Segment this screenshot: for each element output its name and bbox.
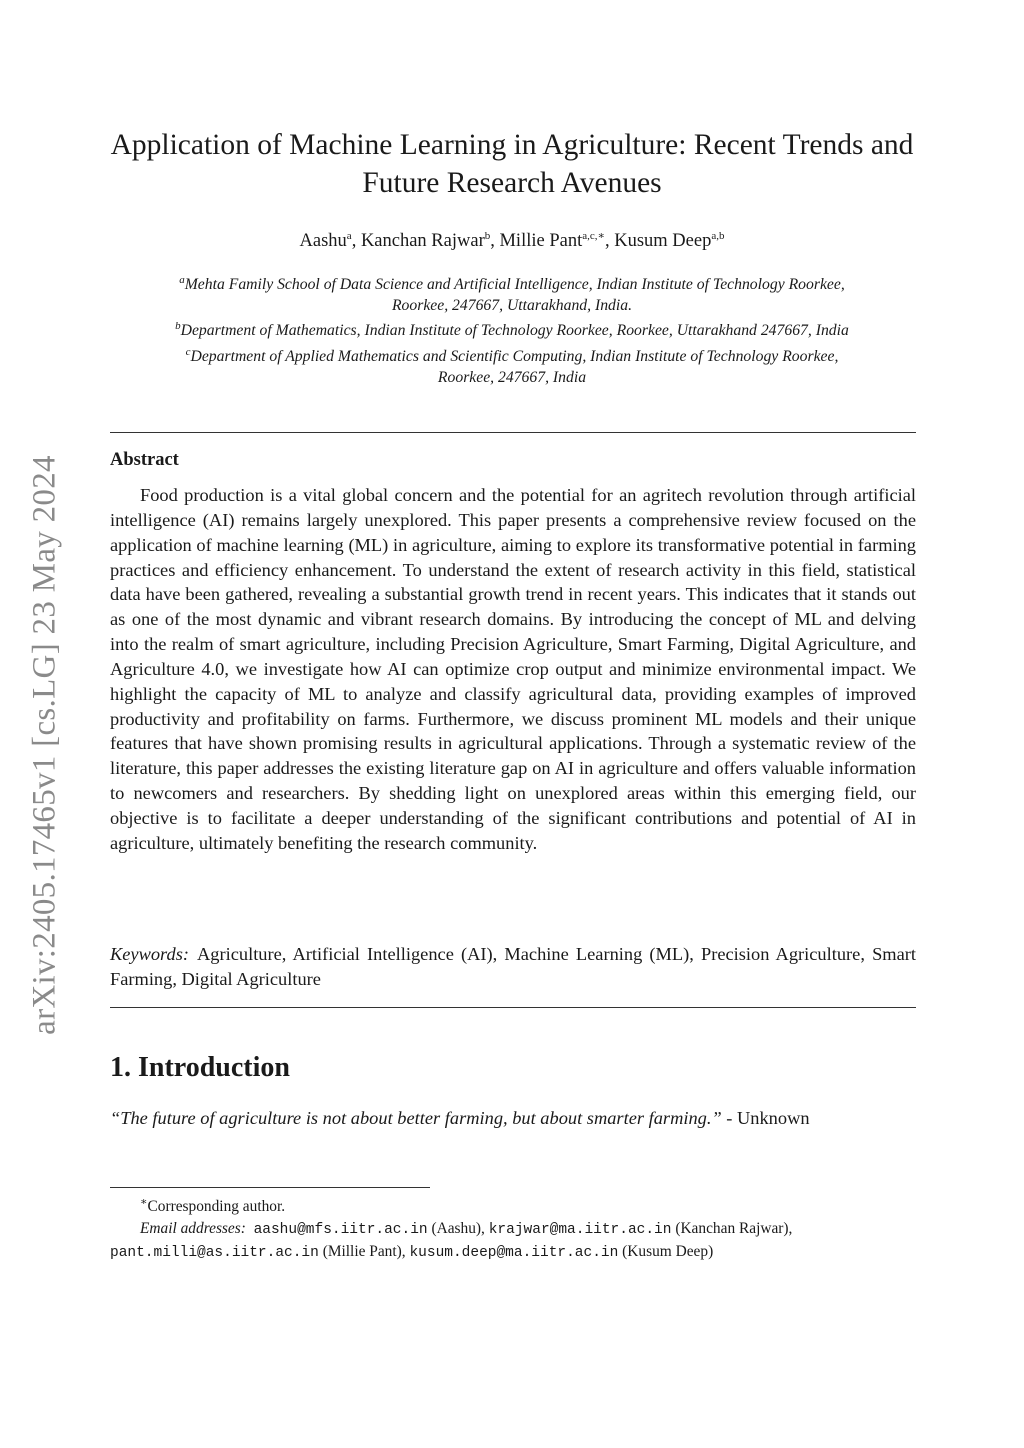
- email-owner: (Millie Pant),: [318, 1243, 410, 1261]
- email-link[interactable]: pant.milli@as.iitr.ac.in: [110, 1245, 319, 1262]
- arxiv-stamp: arXiv:2405.17465v1 [cs.LG] 23 May 2024: [26, 455, 63, 1035]
- epigraph: [110, 1106, 916, 1131]
- title-line-1: Application of Machine Learning in Agriculture: Recent Trends and: [110, 129, 914, 161]
- quote-attribution: - Unknown: [721, 1108, 810, 1128]
- footnote: [110, 1192, 916, 1265]
- author-name: Kusum Deep: [614, 231, 712, 252]
- affiliation-text: Mehta Family School of Data Science and Artificial Intelligence, Indian Institute of Technology Roorkee,: [184, 276, 845, 294]
- keywords: [110, 942, 916, 991]
- email-owner: (Aashu),: [427, 1219, 489, 1237]
- footnote-emails-line2: [110, 1241, 916, 1265]
- email-link[interactable]: aashu@mfs.iitr.ac.in: [253, 1221, 428, 1238]
- paper-title: [100, 126, 924, 202]
- affiliations: [100, 270, 924, 389]
- email-owner: (Kanchan Rajwar),: [671, 1219, 793, 1237]
- email-label: Email addresses:: [140, 1219, 246, 1237]
- section-heading-introduction: 1. Introduction: [110, 1052, 290, 1083]
- affiliation-b: [100, 316, 924, 342]
- affiliation-text: Department of Mathematics, Indian Institute of Technology Roorkee, Roorkee, Uttarakhand 247667, India: [180, 322, 849, 340]
- author-sup: a: [346, 230, 352, 242]
- affiliation-c-line2: Roorkee, 247667, India: [437, 369, 587, 387]
- footnote-corresponding: ∗Corresponding author.: [140, 1196, 286, 1216]
- email-link[interactable]: kusum.deep@ma.iitr.ac.in: [409, 1245, 619, 1262]
- affiliation-text: Department of Applied Mathematics and Scientific Computing, Indian Institute of Technology Roorkee,: [190, 348, 839, 366]
- quote-text: “The future of agriculture is not about better farming, but about smarter farming.”: [110, 1108, 722, 1128]
- affiliation-mark: c: [185, 346, 191, 359]
- email-link[interactable]: krajwar@ma.iitr.ac.in: [488, 1221, 672, 1238]
- title-line-2: Future Research Avenues: [362, 167, 662, 199]
- abstract-heading: Abstract: [110, 450, 179, 470]
- affiliation-a-line2: Roorkee, 247667, Uttarakhand, India.: [391, 296, 633, 314]
- affiliation-mark: b: [175, 320, 181, 333]
- abstract-text: Food production is a vital global concern and the potential for an agritech revolution through artificial intelligence (AI) remains largely unexplored. This paper presents a comprehensive review focused on the application of machine learning (ML) in agriculture, aiming to explore its transformative potential in farming practices and efficiency enhancement. To understand the extent of research activity in this field, statistical data have been gathered, revealing a substantial growth trend in recent years. This indicates that it stands out as one of the most dynamic and vibrant research domains. By introducing the concept of ML and delving into the realm of smart agriculture, including Precision Agriculture, Smart Farming, Digital Agriculture, and Agriculture 4.0, we investigate how AI can optimize crop output and minimize environmental impact. We highlight the capacity of ML to analyze and classify agricultural data, providing examples of improved productivity and profitability on farms. Furthermore, we discuss prominent ML models and their unique features that have shown promising results in agricultural applications. Through a systematic review of the literature, this paper addresses the existing literature gap on AI in agriculture and offers valuable information to newcomers and researchers. By shedding light on unexplored areas within this emerging field, our objective is to facilitate a deeper understanding of the significant contributions and potential of AI in agriculture, ultimately benefiting the research community.: [110, 485, 916, 853]
- abstract-top-rule: [110, 432, 916, 433]
- footnote-rule: [110, 1187, 430, 1188]
- author-sup: a,b: [711, 230, 725, 242]
- affiliation-a: [100, 270, 924, 296]
- abstract-bottom-rule: [110, 1007, 916, 1008]
- keywords-label: Keywords:: [110, 944, 190, 964]
- email-owner: (Kusum Deep): [618, 1243, 714, 1261]
- affiliation-c: [100, 342, 924, 368]
- affiliation-mark: a: [179, 274, 185, 286]
- author-name: Aashu: [299, 231, 347, 252]
- author-list: Aashu$^a$, Kanchan Rajwar$^b$, Millie Pant$^{a,c,∗}$, Kusum Deep$^{a,b}$: [299, 230, 725, 252]
- footnote-emails: [110, 1218, 916, 1242]
- author-sup: b: [484, 230, 491, 242]
- author-name: Kanchan Rajwar: [360, 231, 485, 252]
- corresponding-text: Corresponding author.: [147, 1198, 286, 1216]
- author-name: Millie Pant: [499, 231, 583, 252]
- keywords-text: Agriculture, Artificial Intelligence (AI), Machine Learning (ML), Precision Agriculture, Smart Farming, Digital Agriculture: [110, 944, 916, 989]
- author-sup: a,c,∗: [582, 230, 605, 242]
